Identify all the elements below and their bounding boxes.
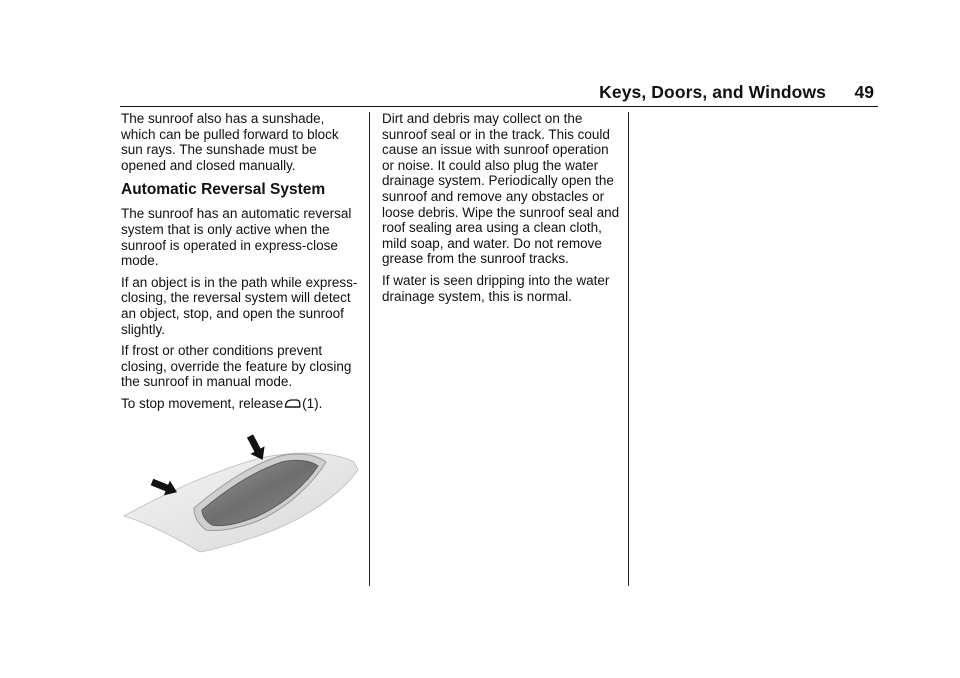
section-title: Keys, Doors, and Windows [599,82,826,102]
stop-movement-text: To stop movement, release [121,395,284,411]
reversal-intro-paragraph: The sunroof has an automatic reversal system that is only active when the sunroof is operated in express-close mode. [121,206,352,269]
water-drip-paragraph: If water is seen dripping into the water drainage system, this is normal. [382,272,610,304]
sunroof-illustration [120,432,360,554]
sunshade-paragraph: The sunroof also has a sunshade, which can be pulled forward to block sun rays. The sunshade must be opened and closed manually. [121,111,339,173]
left-column [121,111,361,418]
middle-column [382,111,620,310]
stop-movement-paragraph [121,396,361,412]
page-number: 49 [854,82,874,102]
dirt-debris-paragraph: Dirt and debris may collect on the sunroof seal or in the track. This could cause an issue with sunroof operation or noise. It could also plug the water drainage system. Periodically open the sunroof and remove any obstacles or loose debris. Wipe the sunroof seal and roof sealing area using a clean cloth, mild soap, and water. Do not remove grease from the sunroof tracks. [382,111,620,267]
header-rule [120,106,878,107]
stop-movement-ref: (1). [302,395,323,411]
column-divider-right [628,112,629,586]
object-detect-paragraph: If an object is in the path while express-closing, the reversal system will detect an object, stop, and open the sunroof slightly. [121,274,358,337]
sunroof-switch-icon [284,398,301,409]
frost-override-paragraph: If frost or other conditions prevent closing, override the feature by closing the sunroof in manual mode. [121,343,352,390]
column-divider-left [369,112,370,586]
section-heading: Automatic Reversal System [121,181,326,199]
page-header [120,82,878,106]
